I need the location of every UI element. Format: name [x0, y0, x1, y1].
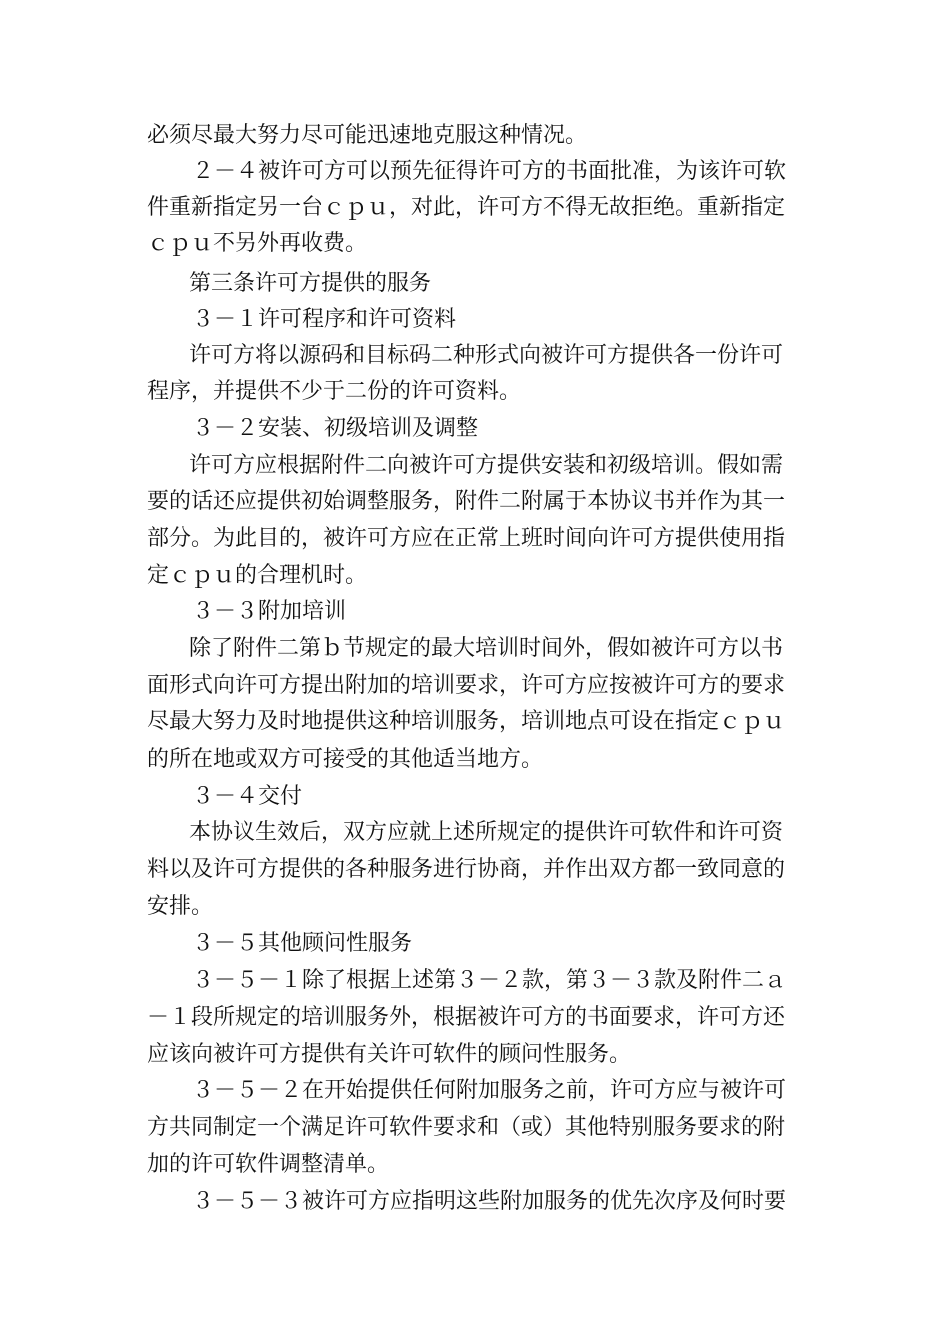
text-line: 安排。 — [147, 894, 214, 919]
text-line: 本协议生效后，双方应就上述所规定的提供许可软件和许可资 — [189, 820, 784, 845]
text-line: 许可方将以源码和目标码二种形式向被许可方提供各一份许可 — [189, 343, 784, 368]
text-line: 必须尽最大努力尽可能迅速地克服这种情况。 — [147, 123, 588, 148]
subsection-heading: ３－１许可程序和许可资料 — [192, 307, 457, 332]
text-line: ２－４被许可方可以预先征得许可方的书面批准，为该许可软 — [192, 159, 787, 184]
text-line: 部分。为此目的，被许可方应在正常上班时间向许可方提供使用指 — [147, 526, 786, 551]
subsection-heading: ３－３附加培训 — [192, 599, 347, 624]
subsection-heading: ３－５其他顾问性服务 — [192, 931, 413, 956]
text-line: 除了附件二第ｂ节规定的最大培训时间外，假如被许可方以书 — [189, 636, 784, 661]
text-line: 应该向被许可方提供有关许可软件的顾问性服务。 — [147, 1042, 632, 1067]
text-line: 要的话还应提供初始调整服务，附件二附属于本协议书并作为其一 — [147, 489, 786, 514]
text-line: ｃｐｕ不另外再收费。 — [147, 231, 368, 256]
text-line: 方共同制定一个满足许可软件要求和（或）其他特别服务要求的附 — [147, 1115, 786, 1140]
subsection-heading: ３－４交付 — [192, 784, 303, 809]
subsection-heading: ３－２安装、初级培训及调整 — [192, 416, 479, 441]
text-line: 件重新指定另一台ｃｐｕ，对此，许可方不得无故拒绝。重新指定 — [147, 195, 786, 220]
text-line: 料以及许可方提供的各种服务进行协商，并作出双方都一致同意的 — [147, 857, 786, 882]
section-heading: 第三条许可方提供的服务 — [189, 271, 432, 296]
text-line: －１段所规定的培训服务外，根据被许可方的书面要求，许可方还 — [147, 1005, 786, 1030]
text-line: 许可方应根据附件二向被许可方提供安装和初级培训。假如需 — [189, 453, 784, 478]
text-line: 定ｃｐｕ的合理机时。 — [147, 563, 368, 588]
text-line: 程序，并提供不少于二份的许可资料。 — [147, 379, 522, 404]
text-line: 加的许可软件调整清单。 — [147, 1152, 390, 1177]
text-line: 的所在地或双方可接受的其他适当地方。 — [147, 747, 544, 772]
text-line: ３－５－２在开始提供任何附加服务之前，许可方应与被许可 — [192, 1078, 787, 1103]
text-line: 面形式向许可方提出附加的培训要求，许可方应按被许可方的要求 — [147, 673, 786, 698]
text-line: ３－５－３被许可方应指明这些附加服务的优先次序及何时要 — [192, 1189, 787, 1214]
text-line: ３－５－１除了根据上述第３－２款，第３－３款及附件二ａ — [192, 968, 787, 993]
text-line: 尽最大努力及时地提供这种培训服务，培训地点可设在指定ｃｐｕ — [147, 709, 786, 734]
